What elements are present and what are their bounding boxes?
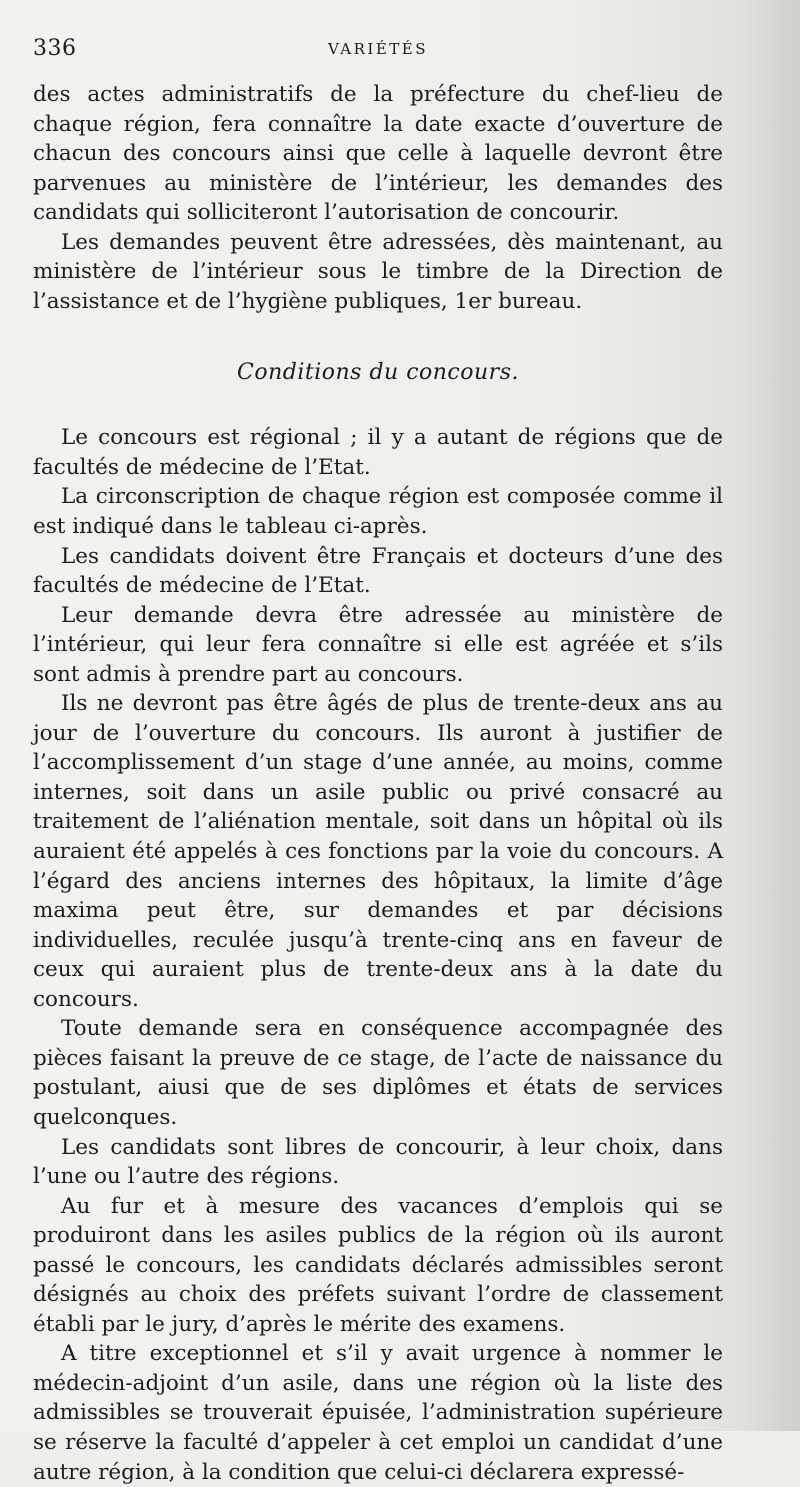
body-text xyxy=(33,80,723,1487)
paragraph: Les demandes peuvent être adressées, dès maintenant, au ministère de l’intérieur sous le timbre de la Direction de l’assistance et de l’hygiène publiques, 1er bureau. xyxy=(33,229,723,314)
paragraph: Toute demande sera en conséquence accompagnée des pièces faisant la preuve de ce stage, de l’acte de naissance du postulant, aiusi que de ses diplômes et états de services quelconques. xyxy=(33,1016,723,1130)
paragraph: Leur demande devra être adressée au ministère de l’intérieur, qui leur fera connaître si elle est agréée et s’ils sont admis à prendre part au concours. xyxy=(33,602,723,687)
page-header xyxy=(33,36,723,66)
running-head: VARIÉTÉS xyxy=(327,40,429,58)
paragraph: Ils ne devront pas être âgés de plus de trente-deux ans au jour de l’ouverture du concours. Ils auront à justifier de l’accomplissement d’un stage d’une année, au moins, comme internes, soit dans un asile public ou privé consacré au traitement de l’aliénation mentale, soit dans un hôpital où ils auraient été appelés à ces fonctions par la voie du concours. A l’égard des anciens internes des hôpitaux, la limite d’âge maxima peut être, sur demandes et par décisions individuelles, reculée jusqu’à trente-cinq ans en faveur de ceux qui auraient plus de trente-deux ans à la date du concours. xyxy=(33,691,723,1012)
paragraph: Le concours est régional ; il y a autant de régions que de facultés de médecine de l’Etat. xyxy=(33,425,723,480)
section-title: Conditions du concours. xyxy=(237,360,519,386)
paragraph: Les candidats doivent être Français et docteurs d’une des facultés de médecine de l’Etat. xyxy=(33,543,723,599)
paragraph: La circonscription de chaque région est composée comme il est indiqué dans le tableau ci-après. xyxy=(33,484,723,540)
paragraph: Au fur et à mesure des vacances d’emplois qui se produiront dans les asiles publics de la région où ils auront passé le concours, les candidats déclarés admissibles seront désignés au choix des préfets suivant l’ordre de classement établi par le jury, d’après le mérite des examens. xyxy=(33,1193,723,1337)
paragraph-continued: des actes administratifs de la préfecture du chef-lieu de chaque région, fera connaître la date exacte d’ouverture de chacun des concours ainsi que celle à laquelle devront être parvenues au ministère de l’intérieur, les demandes des candidats qui solliciteront l’autorisation de concourir. xyxy=(33,82,723,226)
paragraph: A titre exceptionnel et s’il y avait urgence à nommer le médecin-adjoint d’un asile, dans une région où la liste des admissibles se trouverait épuisée, l’administration supérieure se réserve la faculté d’appeler à cet emploi un candidat d’une autre région, à la condition que celui-ci déclarera expressé- xyxy=(33,1341,723,1485)
paragraph: Les candidats sont libres de concourir, à leur choix, dans l’une ou l’autre des régions. xyxy=(33,1134,723,1190)
page-number: 336 xyxy=(33,36,77,61)
